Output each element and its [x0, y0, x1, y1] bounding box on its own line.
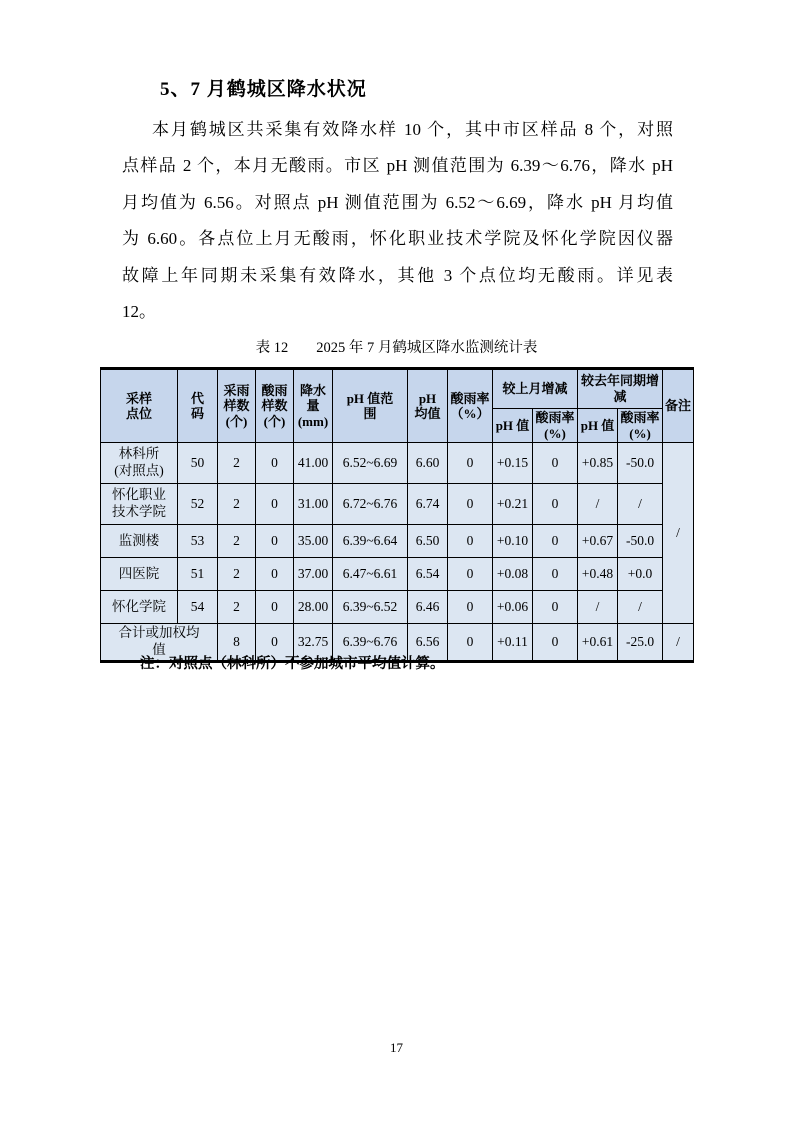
cell-acid-rate: 0	[448, 558, 493, 591]
table-caption-label: 表 12	[255, 340, 289, 356]
cell-mom-acid-rate: 0	[533, 591, 578, 624]
cell-rain-samples: 2	[218, 525, 256, 558]
cell-mom-ph: +0.11	[493, 624, 533, 662]
cell-acid-rate: 0	[448, 443, 493, 484]
cell-yoy-ph: +0.48	[578, 558, 618, 591]
cell-ph-avg: 6.74	[408, 484, 448, 525]
cell-ph-avg: 6.60	[408, 443, 448, 484]
cell-site: 怀化学院	[101, 591, 178, 624]
col-header-code: 代 码	[178, 369, 218, 443]
table-footnote: 注：对照点（林科所）不参加城市平均值计算。	[140, 656, 445, 672]
table-row	[101, 591, 694, 624]
col-subheader-yoy-acid-rate: 酸雨率 (%)	[618, 409, 663, 443]
paragraph-line: 本月鹤城区共采集有效降水样 10 个，其中市区样品 8 个，对照	[152, 120, 673, 139]
col-header-precip: 降水 量 (mm)	[294, 369, 333, 443]
cell-mom-ph: +0.08	[493, 558, 533, 591]
cell-site-total: 合计或加权均 值	[101, 624, 218, 662]
page-number: 17	[390, 1040, 403, 1055]
cell-site: 怀化职业 技术学院	[101, 484, 178, 525]
cell-rain-samples: 2	[218, 443, 256, 484]
cell-acid-samples: 0	[256, 591, 294, 624]
cell-precip: 37.00	[294, 558, 333, 591]
cell-precip: 31.00	[294, 484, 333, 525]
body-paragraph	[122, 112, 673, 330]
cell-mom-ph: +0.10	[493, 525, 533, 558]
cell-acid-rate: 0	[448, 484, 493, 525]
table-caption	[0, 336, 793, 357]
cell-yoy-ph: /	[578, 484, 618, 525]
cell-ph-range: 6.39~6.64	[333, 525, 408, 558]
cell-yoy-acid-rate: -50.0	[618, 443, 663, 484]
col-subheader-yoy-ph: pH 值	[578, 409, 618, 443]
col-header-rain-samples: 采雨 样数 (个)	[218, 369, 256, 443]
cell-precip: 41.00	[294, 443, 333, 484]
cell-precip: 28.00	[294, 591, 333, 624]
paragraph-line: 12。	[122, 301, 156, 321]
cell-acid-samples: 0	[256, 443, 294, 484]
cell-code: 52	[178, 484, 218, 525]
cell-yoy-ph: +0.61	[578, 624, 618, 662]
cell-mom-acid-rate: 0	[533, 484, 578, 525]
cell-yoy-acid-rate: +0.0	[618, 558, 663, 591]
col-header-mom-group: 较上月增减	[493, 369, 578, 409]
cell-ph-range: 6.47~6.61	[333, 558, 408, 591]
col-header-remark: 备注	[663, 369, 694, 443]
cell-ph-avg: 6.54	[408, 558, 448, 591]
cell-acid-samples: 0	[256, 484, 294, 525]
cell-yoy-acid-rate: -50.0	[618, 525, 663, 558]
cell-acid-samples: 0	[256, 525, 294, 558]
cell-acid-rate: 0	[448, 525, 493, 558]
table-caption-title: 2025 年 7 月鹤城区降水监测统计表	[316, 340, 538, 356]
cell-precip: 32.75	[294, 624, 333, 662]
precipitation-stats-table	[100, 367, 694, 663]
cell-rain-samples: 2	[218, 558, 256, 591]
cell-site: 监测楼	[101, 525, 178, 558]
table-row	[101, 558, 694, 591]
cell-mom-acid-rate: 0	[533, 443, 578, 484]
col-subheader-mom-acid-rate: 酸雨率 (%)	[533, 409, 578, 443]
cell-ph-avg: 6.46	[408, 591, 448, 624]
col-header-acid-rate: 酸雨率 （%）	[448, 369, 493, 443]
paragraph-line: 为 6.60。各点位上月无酸雨，怀化职业技术学院及怀化学院因仪器	[122, 229, 673, 249]
cell-ph-range: 6.39~6.76	[333, 624, 408, 662]
cell-yoy-ph: /	[578, 591, 618, 624]
cell-code: 50	[178, 443, 218, 484]
cell-remark: /	[663, 624, 694, 662]
col-header-ph-range: pH 值范 围	[333, 369, 408, 443]
cell-yoy-acid-rate: /	[618, 484, 663, 525]
cell-acid-rate: 0	[448, 591, 493, 624]
cell-acid-samples: 0	[256, 624, 294, 662]
cell-code: 54	[178, 591, 218, 624]
cell-rain-samples: 8	[218, 624, 256, 662]
cell-yoy-ph: +0.85	[578, 443, 618, 484]
cell-code: 51	[178, 558, 218, 591]
col-subheader-mom-ph: pH 值	[493, 409, 533, 443]
cell-site: 林科所 (对照点)	[101, 443, 178, 484]
table-row	[101, 443, 694, 484]
cell-mom-ph: +0.15	[493, 443, 533, 484]
cell-yoy-ph: +0.67	[578, 525, 618, 558]
cell-mom-acid-rate: 0	[533, 624, 578, 662]
cell-mom-ph: +0.21	[493, 484, 533, 525]
cell-precip: 35.00	[294, 525, 333, 558]
cell-ph-avg: 6.56	[408, 624, 448, 662]
table-row	[101, 525, 694, 558]
cell-yoy-acid-rate: /	[618, 591, 663, 624]
cell-code: 53	[178, 525, 218, 558]
cell-rain-samples: 2	[218, 591, 256, 624]
cell-ph-range: 6.39~6.52	[333, 591, 408, 624]
col-header-site: 采样 点位	[101, 369, 178, 443]
cell-mom-acid-rate: 0	[533, 525, 578, 558]
cell-mom-acid-rate: 0	[533, 558, 578, 591]
cell-acid-samples: 0	[256, 558, 294, 591]
col-header-ph-avg: pH 均值	[408, 369, 448, 443]
table-row	[101, 484, 694, 525]
cell-mom-ph: +0.06	[493, 591, 533, 624]
cell-rain-samples: 2	[218, 484, 256, 525]
cell-acid-rate: 0	[448, 624, 493, 662]
paragraph-line: 点样品 2 个，本月无酸雨。市区 pH 测值范围为 6.39～6.76，降水 pH	[122, 156, 673, 176]
col-header-yoy-group: 较去年同期增 减	[578, 369, 663, 409]
cell-site: 四医院	[101, 558, 178, 591]
cell-remark-merged: /	[663, 443, 694, 624]
cell-yoy-acid-rate: -25.0	[618, 624, 663, 662]
cell-ph-avg: 6.50	[408, 525, 448, 558]
col-header-acid-samples: 酸雨 样数 (个)	[256, 369, 294, 443]
cell-ph-range: 6.52~6.69	[333, 443, 408, 484]
cell-ph-range: 6.72~6.76	[333, 484, 408, 525]
page-title: 5、7 月鹤城区降水状况	[160, 79, 367, 100]
paragraph-line: 故障上年同期未采集有效降水，其他 3 个点位均无酸雨。详见表	[122, 265, 673, 285]
paragraph-line: 月均值为 6.56。对照点 pH 测值范围为 6.52～6.69，降水 pH 月均值	[122, 192, 673, 212]
